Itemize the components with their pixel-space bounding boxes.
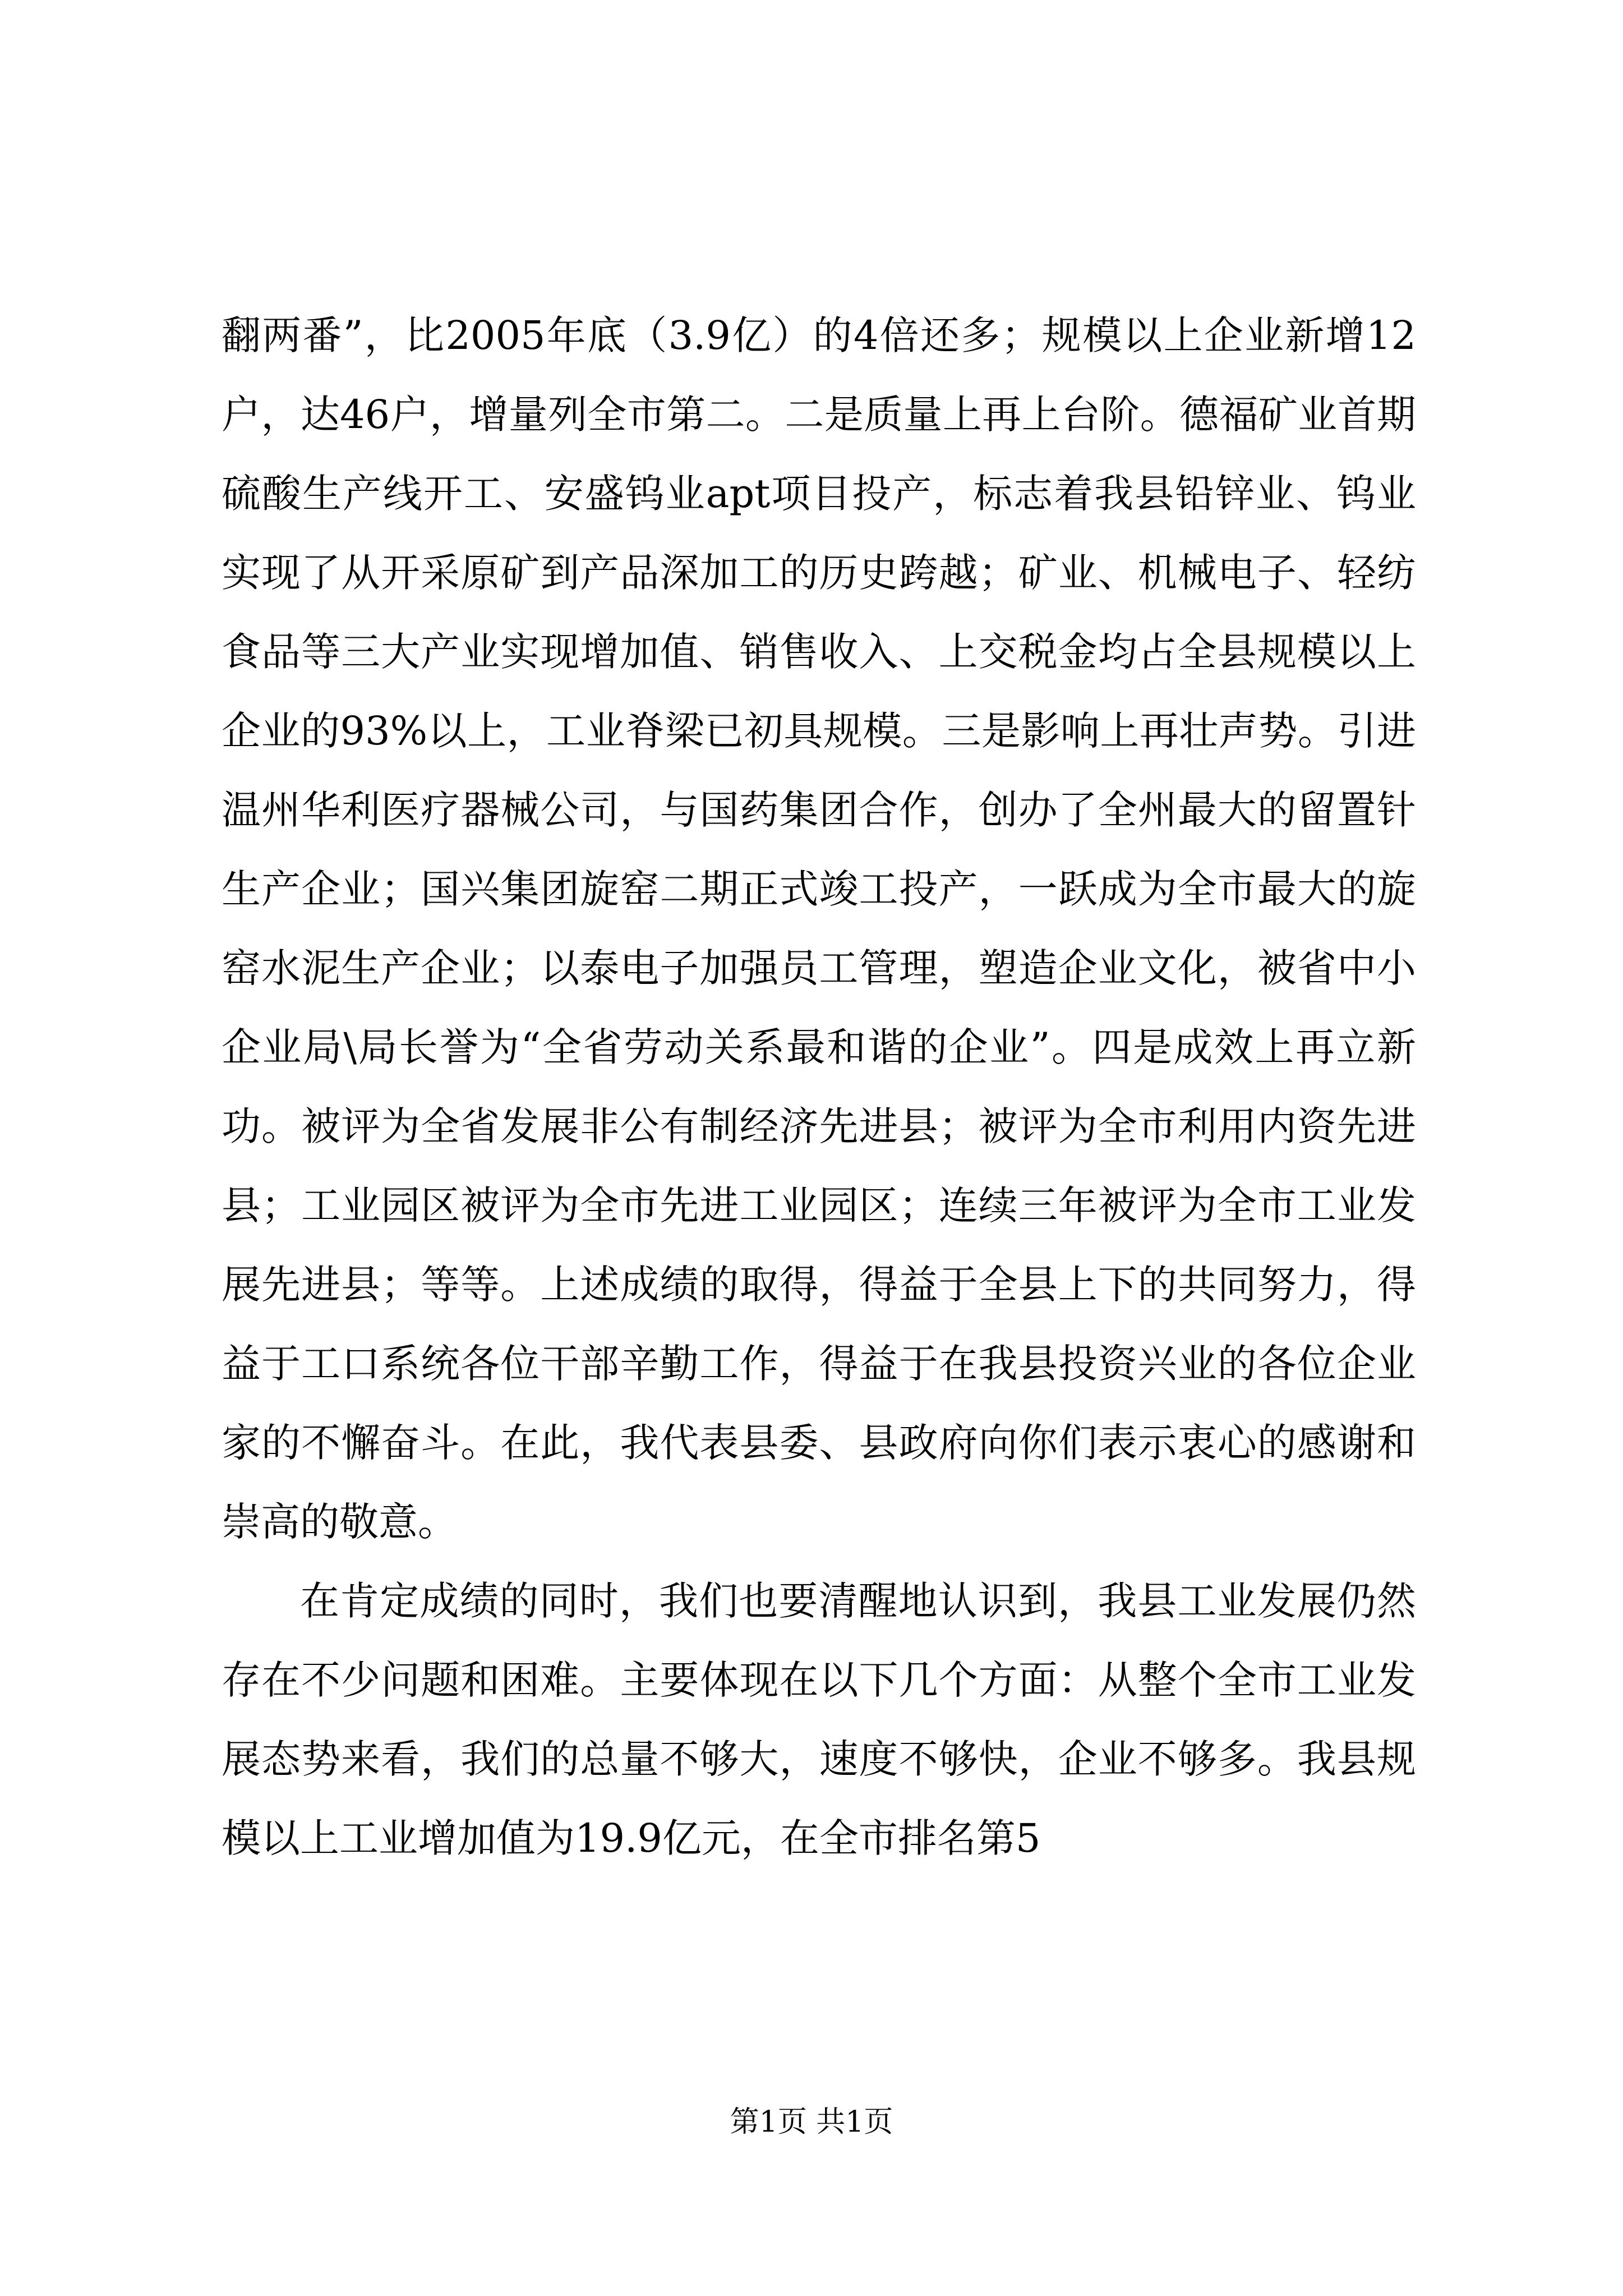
- page-footer: 第1页 共1页: [730, 2105, 893, 2139]
- document-body: [222, 296, 1416, 1878]
- paragraph-problems: 在肯定成绩的同时，我们也要清醒地认识到，我县工业发展仍然存在不少问题和困难。主要体现在以下几个方面：从整个全市工业发展态势来看，我们的总量不够大，速度不够快，企业不够多。我县规模以上工业增加值为19.9亿元，在全市排名第5: [222, 1578, 1416, 1861]
- paragraph-achievements: 翻两番”，比2005年底（3.9亿）的4倍还多；规模以上企业新增12户，达46户，增量列全市第二。二是质量上再上台阶。德福矿业首期硫酸生产线开工、安盛钨业apt项目投产，标志着我县铅锌业、钨业实现了从开采原矿到产品深加工的历史跨越；矿业、机械电子、轻纺食品等三大产业实现增加值、销售收入、上交税金均占全县规模以上企业的93%以上，工业脊梁已初具规模。三是影响上再壮声势。引进温州华利医疗器械公司，与国药集团合作，创办了全州最大的留置针生产企业；国兴集团旋窑二期正式竣工投产，一跃成为全市最大的旋窑水泥生产企业；以泰电子加强员工管理，塑造企业文化，被省中小企业局\局长誉为“全省劳动关系最和谐的企业”。四是成效上再立新功。被评为全省发展非公有制经济先进县；被评为全市利用内资先进县；工业园区被评为全市先进工业园区；连续三年被评为全市工业发展先进县；等等。上述成绩的取得，得益于全县上下的共同努力，得益于工口系统各位干部辛勤工作，得益于在我县投资兴业的各位企业家的不懈奋斗。在此，我代表县委、县政府向你们表示衷心的感谢和崇高的敬意。: [222, 312, 1416, 1545]
